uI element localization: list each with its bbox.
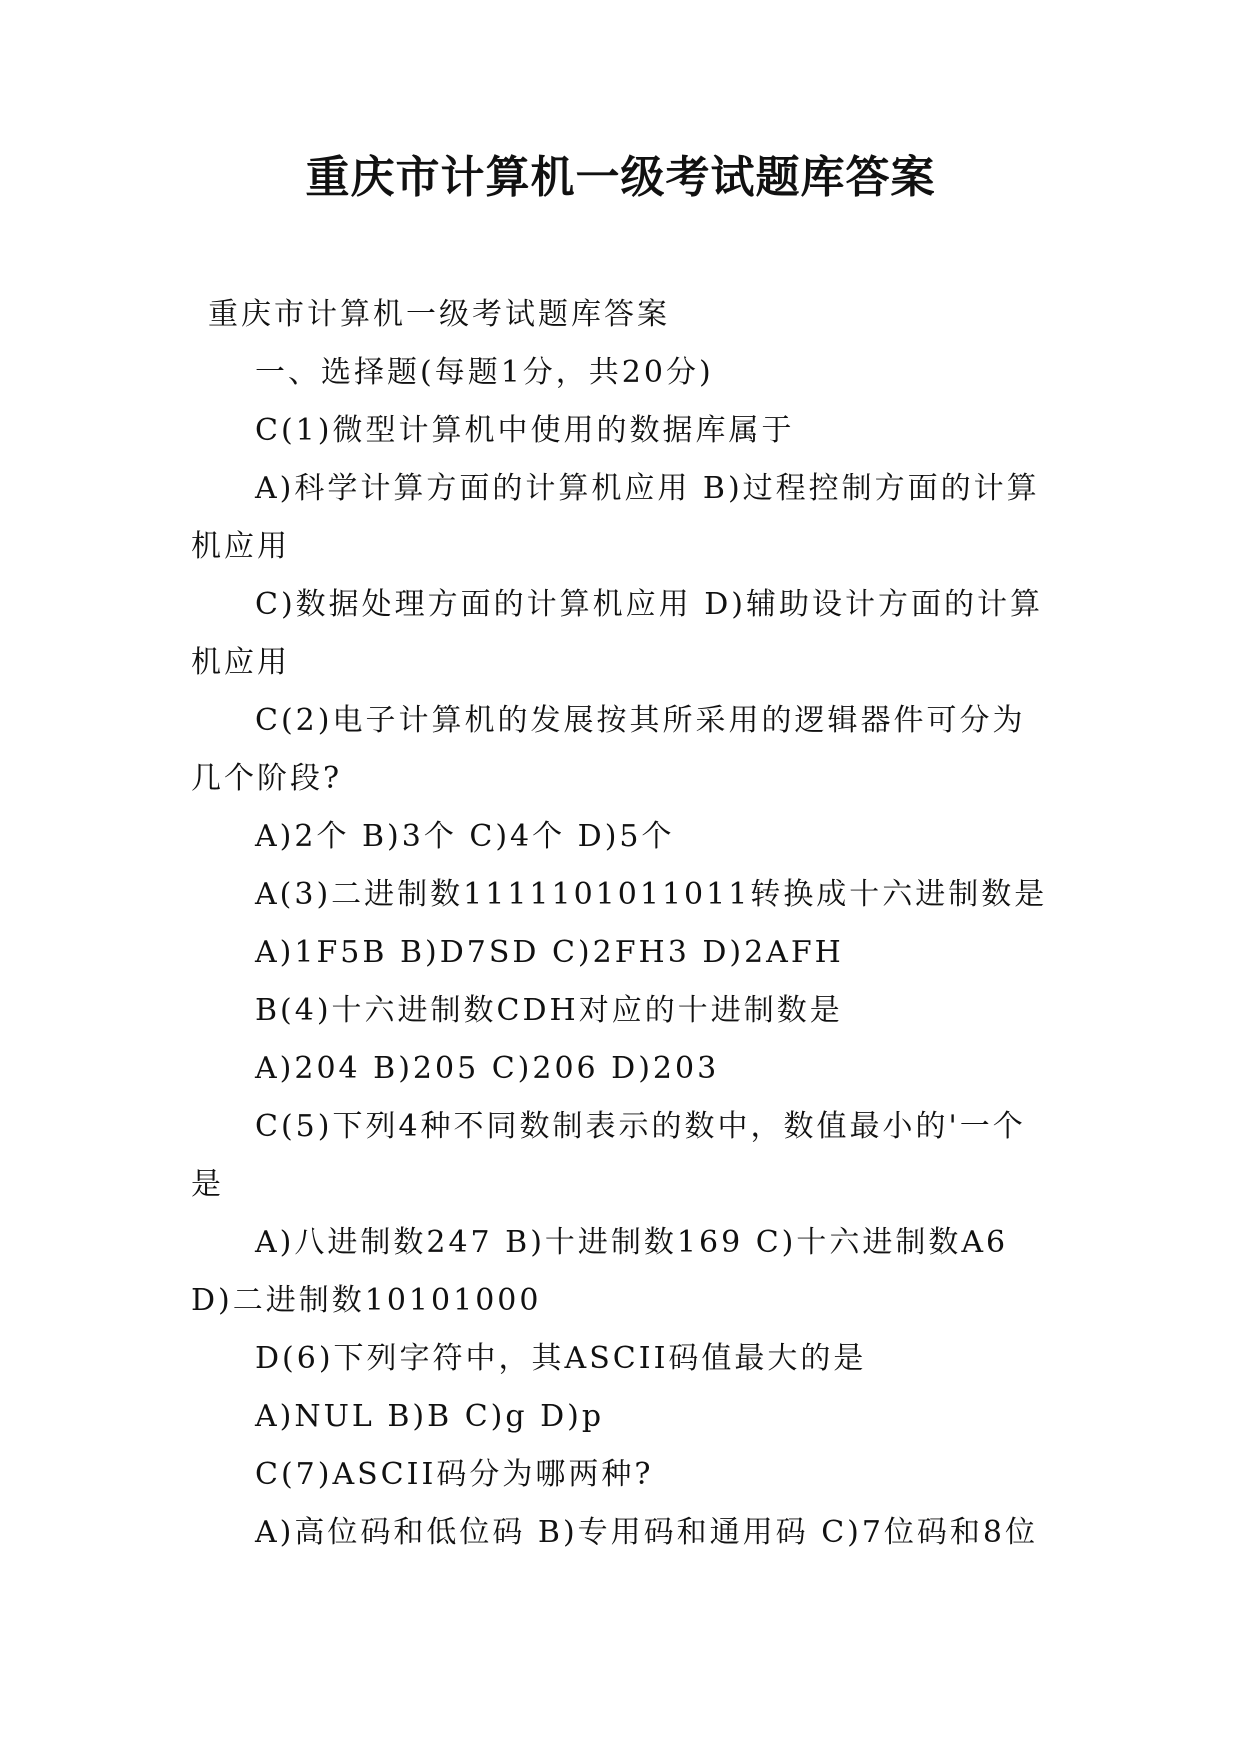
question-5: C(5)下列4种不同数制表示的数中，数值最小的'一个是 <box>191 1109 1026 1202</box>
question-7-options: A)高位码和低位码 B)专用码和通用码 C)7位码和8位 <box>255 1515 1039 1550</box>
document-title: 重庆市计算机一级考试题库答案 <box>305 152 936 203</box>
question-6-options: A)NUL B)B C)g D)p <box>255 1399 605 1434</box>
question-4: B(4)十六进制数CDH对应的十进制数是 <box>255 993 843 1028</box>
question-7: C(7)ASCII码分为哪两种? <box>255 1457 654 1492</box>
question-3-options: A)1F5B B)D7SD C)2FH3 D)2AFH <box>255 935 844 970</box>
question-4-options: A)204 B)205 C)206 D)203 <box>255 1051 720 1086</box>
document-body <box>191 286 1051 1562</box>
question-1-options-cd: C)数据处理方面的计算机应用 D)辅助设计方面的计算机应用 <box>191 587 1043 680</box>
question-2-options: A)2个 B)3个 C)4个 D)5个 <box>255 819 675 854</box>
body-heading: 重庆市计算机一级考试题库答案 <box>208 297 670 332</box>
question-6: D(6)下列字符中，其ASCII码值最大的是 <box>255 1341 867 1376</box>
question-1: C(1)微型计算机中使用的数据库属于 <box>255 413 795 448</box>
question-2: C(2)电子计算机的发展按其所采用的逻辑器件可分为几个阶段? <box>191 703 1026 796</box>
section-heading: 一、选择题(每题1分，共20分) <box>255 355 714 390</box>
question-3: A(3)二进制数1111101011011转换成十六进制数是 <box>255 877 1048 912</box>
question-1-options-ab: A)科学计算方面的计算机应用 B)过程控制方面的计算机应用 <box>191 471 1040 564</box>
question-5-options: A)八进制数247 B)十进制数169 C)十六进制数A6 D)二进制数10101000 <box>191 1225 1009 1318</box>
